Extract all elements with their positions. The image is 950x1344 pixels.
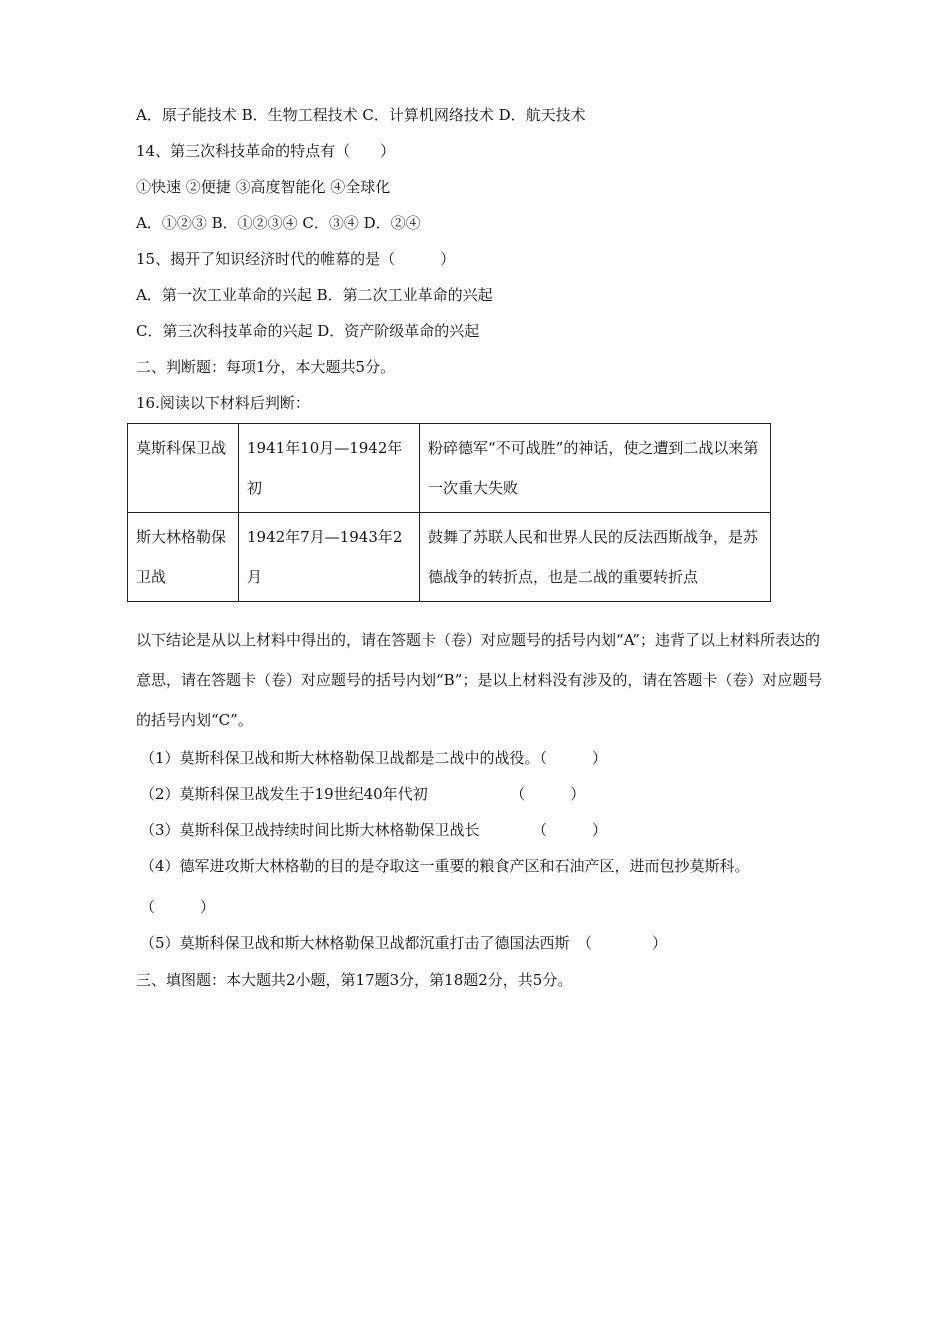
table-cell-battle: 斯大林格勒保卫战 — [128, 513, 239, 602]
table-row — [128, 513, 771, 602]
judgement-item-4-blank: （ ） — [140, 898, 216, 916]
table-cell-battle: 莫斯科保卫战 — [128, 424, 239, 513]
material-table — [127, 423, 771, 602]
judgement-item-1: （1）莫斯科保卫战和斯大林格勒保卫战都是二战中的战役。（ ） — [140, 749, 608, 767]
judgement-item-4: （4）德军进攻斯大林格勒的目的是夺取这一重要的粮食产区和石油产区，进而包抄莫斯科。 — [140, 857, 750, 875]
q15-options-2: C．第三次科技革命的兴起 D．资产阶级革命的兴起 — [136, 322, 480, 340]
section3-title: 三、填图题：本大题共2小题，第17题3分，第18题2分，共5分。 — [136, 971, 573, 989]
q14-stem: 14、第三次科技革命的特点有（ ） — [136, 142, 396, 160]
judgement-item-5: （5）莫斯科保卫战和斯大林格勒保卫战都沉重打击了德国法西斯 （ ） — [140, 934, 668, 952]
table-cell-significance: 粉碎德军“不可战胜”的神话，使之遭到二战以来第一次重大失败 — [420, 424, 771, 513]
judgement-item-2: （2）莫斯科保卫战发生于19世纪40年代初 （ ） — [140, 785, 586, 803]
table-cell-time: 1941年10月—1942年初 — [239, 424, 420, 513]
judgement-item-3: （3）莫斯科保卫战持续时间比斯大林格勒保卫战长 （ ） — [140, 821, 608, 839]
instructions: 以下结论是从以上材料中得出的，请在答题卡（卷）对应题号的括号内划“A”；违背了以上材料所表达的意思，请在答题卡（卷）对应题号的括号内划“B”；是以上材料没有涉及的，请在答题卡（卷）对应题号的括号内划“C”。 — [136, 631, 823, 729]
q15-options-1: A．第一次工业革命的兴起 B．第二次工业革命的兴起 — [136, 286, 493, 304]
q14-options: A．①②③ B．①②③④ C．③④ D．②④ — [136, 214, 421, 232]
q15-stem: 15、揭开了知识经济时代的帷幕的是（ ） — [136, 250, 456, 268]
section2-title: 二、判断题：每项1分，本大题共5分。 — [136, 358, 396, 376]
table-row — [128, 424, 771, 513]
q13-options: A．原子能技术 B．生物工程技术 C．计算机网络技术 D．航天技术 — [136, 106, 586, 124]
table-cell-time: 1942年7月—1943年2月 — [239, 513, 420, 602]
q14-items: ①快速 ②便捷 ③高度智能化 ④全球化 — [136, 178, 391, 196]
table-cell-significance: 鼓舞了苏联人民和世界人民的反法西斯战争，是苏德战争的转折点，也是二战的重要转折点 — [420, 513, 771, 602]
q16-stem: 16.阅读以下材料后判断： — [136, 394, 310, 412]
